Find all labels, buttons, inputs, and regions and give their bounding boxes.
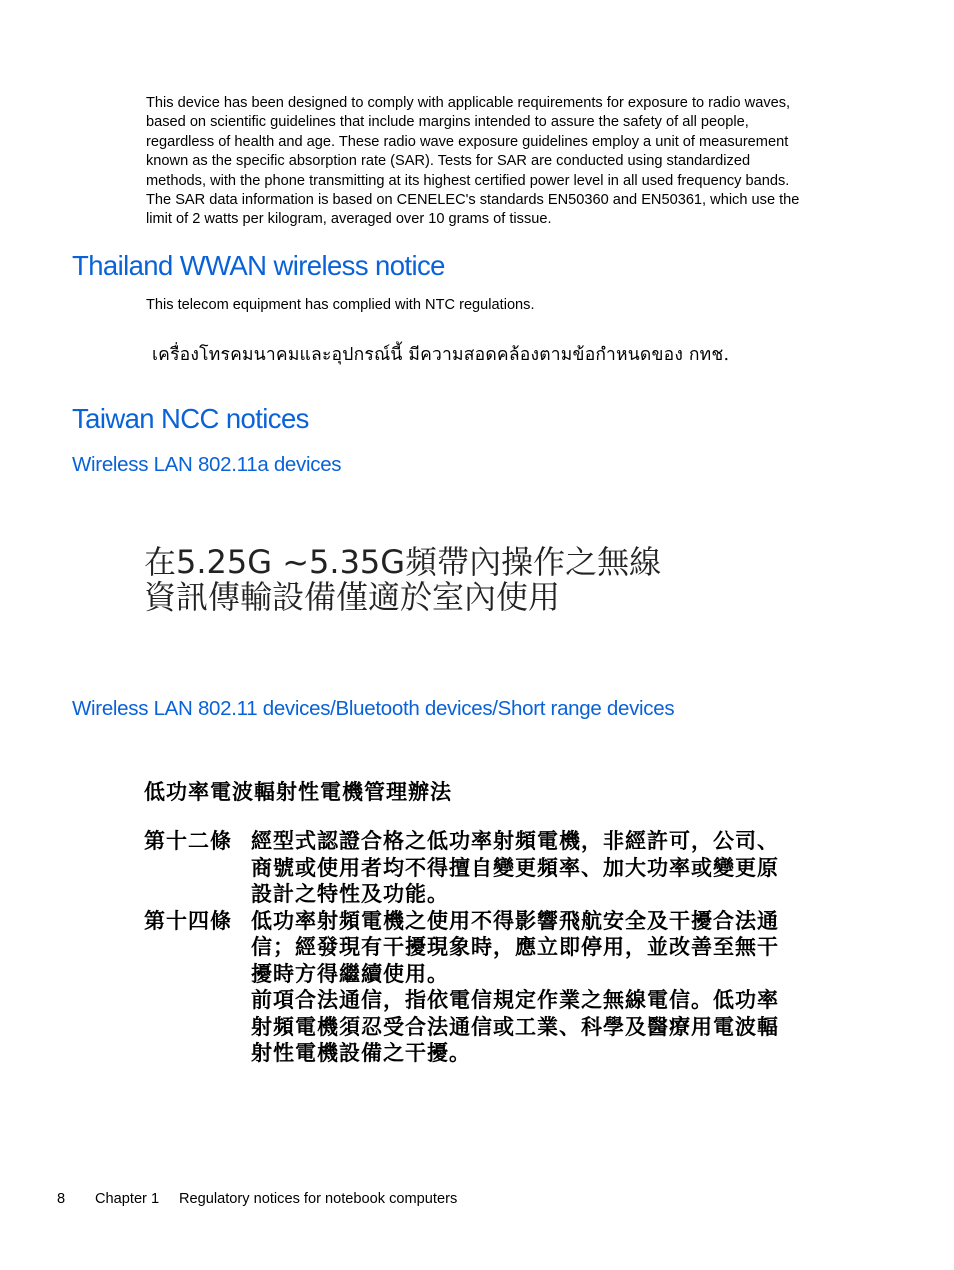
- intro-line: limit of 2 watts per kilogram, averaged over 10 grams of tissue.: [146, 211, 552, 228]
- thai-notice-text: เครื่องโทรคมนาคมและอุปกรณ์นี้ มีความสอดคล้องตามข้อกำหนดของ กทช.: [152, 345, 730, 365]
- article-line: 射頻電機須忍受合法通信或工業、科學及醫療用電波輻: [251, 1013, 779, 1039]
- article-line: 擾時方得繼續使用。: [251, 960, 449, 986]
- intro-line: The SAR data information is based on CENELEC's standards EN50360 and EN50361, which use the: [146, 192, 800, 209]
- intro-line: based on scientific guidelines that include margins intended to assure the safety of all people,: [146, 114, 749, 131]
- wlan-a-notice: [144, 545, 661, 615]
- article-line: 射性電機設備之干擾。: [251, 1040, 471, 1065]
- footer-chapter: Chapter 1: [95, 1191, 160, 1207]
- thailand-heading: Thailand WWAN wireless notice: [72, 250, 445, 281]
- taiwan-heading: Taiwan NCC notices: [72, 403, 309, 434]
- wlan-short-range-heading: Wireless LAN 802.11 devices/Bluetooth devices/Short range devices: [72, 697, 675, 720]
- law-articles: [144, 828, 864, 1067]
- footer-title: Regulatory notices for notebook computers: [179, 1191, 458, 1207]
- page-number: 8: [57, 1191, 66, 1207]
- wlan-a-heading: Wireless LAN 802.11a devices: [72, 453, 342, 476]
- article-line: 經型式認證合格之低功率射頻電機，非經許可，公司、: [251, 828, 779, 853]
- article-14-label: 第十四條: [144, 907, 232, 933]
- intro-line: known as the specific absorption rate (SAR). Tests for SAR are conducted using standardized: [146, 153, 751, 170]
- article-line: 信；經發現有干擾現象時，應立即停用，並改善至無干: [251, 934, 779, 959]
- article-12-content: [251, 828, 864, 908]
- intro-line: methods, with the phone transmitting at its highest certified power level in all used frequency bands.: [146, 172, 790, 189]
- article-14-content: [251, 908, 864, 1067]
- intro-line: regardless of health and age. These radio wave exposure guidelines employ a unit of measurement: [146, 133, 789, 150]
- thailand-text: This telecom equipment has complied with NTC regulations.: [146, 297, 535, 313]
- article-line: 前項合法通信，指依電信規定作業之無線電信。低功率: [251, 987, 779, 1012]
- wlan-a-notice-line: 在5.25G ~5.35G頻帶內操作之無線: [144, 543, 662, 581]
- article-12: [144, 828, 864, 908]
- article-12-label: 第十二條: [144, 828, 232, 853]
- article-line: 低功率射頻電機之使用不得影響飛航安全及干擾合法通: [251, 907, 779, 933]
- intro-paragraph: [146, 94, 868, 230]
- article-line: 設計之特性及功能。: [251, 881, 449, 906]
- law-title: 低功率電波輻射性電機管理辦法: [144, 779, 452, 804]
- intro-line: This device has been designed to comply with applicable requirements for exposure to radio waves,: [146, 95, 791, 111]
- article-14: [144, 908, 864, 1067]
- article-line: 商號或使用者均不得擅自變更頻率、加大功率或變更原: [251, 854, 779, 880]
- wlan-a-notice-line: 資訊傳輸設備僅適於室內使用: [144, 578, 561, 616]
